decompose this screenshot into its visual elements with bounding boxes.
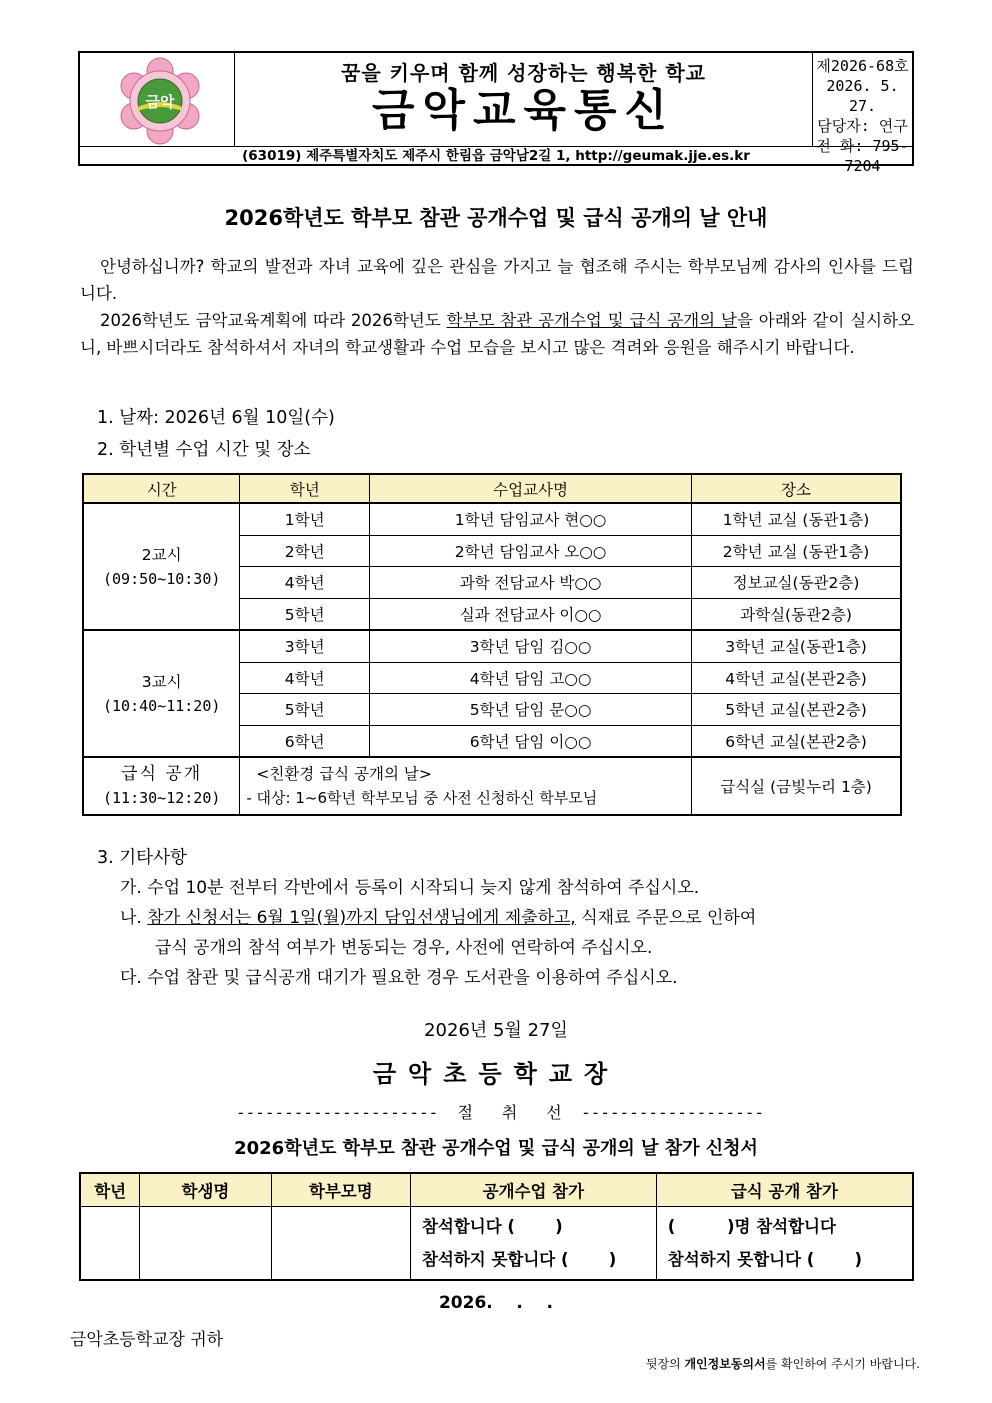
- cut-line: --------------------- 절 취 선 -------------------: [235, 1103, 764, 1122]
- teacher-cell: 5학년 담임 문○○: [370, 694, 692, 726]
- period-label: 3교시: [141, 672, 182, 691]
- person-in-charge: 담당자: 연구: [817, 117, 908, 135]
- section-etc: 3. 기타사항: [97, 848, 187, 868]
- section-schedule: 2. 학년별 수업 시간 및 장소: [97, 440, 311, 460]
- place-cell: 정보교실(동관2층): [692, 567, 901, 599]
- period-cell: [83, 630, 240, 757]
- teacher-cell: 2학년 담임교사 오○○: [370, 535, 692, 567]
- table-header-row: [83, 474, 901, 503]
- etc-item-b: [120, 903, 920, 933]
- form-recipient: 금악초등학교장 귀하: [70, 1330, 224, 1350]
- grade-input-cell[interactable]: [80, 1207, 140, 1281]
- teacher-cell: 6학년 담임 이○○: [370, 725, 692, 757]
- newsletter-title: 금악교육통신: [371, 85, 676, 136]
- grade-cell: 1학년: [240, 503, 370, 535]
- col-header-time: 시간: [83, 474, 240, 503]
- newsletter-header: [78, 51, 914, 175]
- application-form-table: [79, 1172, 914, 1281]
- privacy-note: [560, 1355, 920, 1372]
- col-header-grade: 학년: [240, 474, 370, 503]
- intro-paragraph-1: 안녕하십니까? 학교의 발전과 자녀 교육에 깊은 관심을 가지고 늘 협조해 주시는 학부모님께 감사의 인사를 드립니다.: [80, 257, 914, 303]
- place-cell: 5학년 교실(본관2층): [692, 694, 901, 726]
- meal-time-cell: [83, 757, 240, 815]
- meal-label: 급식 공개: [121, 764, 203, 784]
- place-cell: 4학년 교실(본관2층): [692, 662, 901, 694]
- form-col-class: 공개수업 참가: [410, 1173, 656, 1207]
- grade-cell: 4학년: [240, 567, 370, 599]
- etc-text: 수업 10분 전부터 각반에서 등록이 시작되니 늦지 않게 참석하여 주십시오.: [147, 878, 700, 898]
- place-cell: 1학년 교실 (동관1층): [692, 503, 901, 535]
- meal-range: (11:30~12:20): [102, 789, 221, 807]
- form-col-meal: 급식 공개 참가: [656, 1173, 913, 1207]
- etc-text: 수업 참관 및 급식공개 대기가 필요한 경우 도서관을 이용하여 주십시오.: [147, 968, 678, 988]
- teacher-cell: 3학년 담임 김○○: [370, 630, 692, 662]
- place-cell: 6학년 교실(본관2층): [692, 725, 901, 757]
- meal-row: [83, 757, 901, 815]
- meal-attend-option[interactable]: ( )명 참석합니다: [667, 1217, 836, 1236]
- meal-desc-target: - 대상: 1~6학년 학부모님 중 사전 신청하신 학부모님: [246, 789, 598, 807]
- grade-cell: 5학년: [240, 694, 370, 726]
- student-name-input-cell[interactable]: [140, 1207, 271, 1281]
- header-title-cell: [235, 53, 813, 146]
- meal-place-cell: 급식실 (금빛누리 1층): [692, 757, 901, 815]
- col-header-teacher: 수업교사명: [370, 474, 692, 503]
- meal-absent-option[interactable]: 참석하지 못합니다 ( ): [667, 1250, 863, 1269]
- school-address: (63019) 제주특별자치도 제주시 한림읍 금악남2길 1, http://geumak.jje.es.kr: [80, 146, 912, 164]
- col-header-place: 장소: [692, 474, 901, 503]
- place-cell: 3학년 교실(동관1층): [692, 630, 901, 662]
- grade-cell: 3학년: [240, 630, 370, 662]
- class-attend-option[interactable]: 참석합니다 ( ): [421, 1217, 563, 1236]
- form-col-grade: 학년: [80, 1173, 140, 1207]
- form-input-row: [80, 1207, 913, 1281]
- meal-desc-title: <친환경 급식 공개의 날>: [256, 765, 432, 783]
- intro-paragraph-2: [80, 307, 914, 361]
- issue-number: 제2026-68호: [816, 57, 909, 75]
- intro-p2-pre: 2026학년도 금악교육계획에 따라 2026학년도: [100, 311, 447, 330]
- etc-item-c: [120, 963, 920, 993]
- logo-text: 금악: [145, 93, 175, 111]
- class-absent-option[interactable]: 참석하지 못합니다 ( ): [421, 1250, 617, 1269]
- period-range: (09:50~10:30): [102, 569, 221, 588]
- section-date: 1. 날짜: 2026년 6월 10일(수): [97, 408, 335, 428]
- class-attendance-cell[interactable]: [410, 1207, 656, 1281]
- teacher-cell: 과학 전담교사 박○○: [370, 567, 692, 599]
- note-post: 를 확인하여 주시기 바랍니다.: [765, 1357, 920, 1371]
- parent-name-input-cell[interactable]: [271, 1207, 410, 1281]
- etc-marker: 나.: [120, 908, 142, 928]
- intro-p2-post: 을 아래와 같이 실시하오니, 바쁘시더라도 참석하셔서 자녀의 학교생활과 수업 모습을 보시고 많은 격려와 응원을 해주시기 바랍니다.: [80, 311, 914, 357]
- etc-text-underline: 참가 신청서는 6월 1일(월)까지 담임선생님에게 제출하고,: [147, 908, 576, 928]
- place-cell: 과학실(동관2층): [692, 598, 901, 630]
- note-bold: 개인정보동의서: [684, 1357, 766, 1371]
- etc-item-b-line2: 급식 공개의 참석 여부가 변동되는 경우, 사전에 연락하여 주십시오.: [155, 938, 653, 958]
- place-cell: 2학년 교실 (동관1층): [692, 535, 901, 567]
- signature-date: 2026년 5월 27일: [424, 1020, 568, 1041]
- table-row: [83, 503, 901, 535]
- form-header-row: [80, 1173, 913, 1207]
- teacher-cell: 실과 전담교사 이○○: [370, 598, 692, 630]
- school-logo-cell: [80, 53, 235, 146]
- issue-info: [813, 53, 912, 175]
- teacher-cell: 4학년 담임 고○○: [370, 662, 692, 694]
- meal-attendance-cell[interactable]: [656, 1207, 913, 1281]
- form-title: 2026학년도 학부모 참관 공개수업 및 급식 공개의 날 참가 신청서: [234, 1138, 758, 1159]
- principal-name: 금악초등학교장: [372, 1060, 620, 1088]
- form-col-student: 학생명: [140, 1173, 271, 1207]
- grade-cell: 6학년: [240, 725, 370, 757]
- teacher-cell: 1학년 담임교사 현○○: [370, 503, 692, 535]
- note-pre: 뒷장의: [645, 1357, 685, 1371]
- etc-text: 식재료 주문으로 인하여: [575, 908, 757, 928]
- intro-p2-underline: 학부모 참관 공개수업 및 급식 공개의 날: [446, 311, 737, 330]
- etc-marker: 다.: [120, 968, 142, 988]
- document-title: 2026학년도 학부모 참관 공개수업 및 급식 공개의 날 안내: [224, 206, 768, 230]
- period-cell: [83, 503, 240, 630]
- table-row: [83, 630, 901, 662]
- period-range: (10:40~11:20): [102, 696, 221, 715]
- form-col-parent: 학부모명: [271, 1173, 410, 1207]
- phone-number: 전 화: 795-7204: [816, 137, 909, 175]
- etc-marker: 가.: [120, 878, 142, 898]
- form-date: 2026. . .: [438, 1293, 554, 1313]
- meal-desc-cell: [240, 757, 692, 815]
- schedule-table: [82, 473, 902, 816]
- grade-cell: 5학년: [240, 598, 370, 630]
- grade-cell: 4학년: [240, 662, 370, 694]
- etc-item-a: [120, 873, 920, 903]
- school-slogan: 꿈을 키우며 함께 성장하는 행복한 학교: [341, 61, 706, 85]
- issue-date: 2026. 5. 27.: [826, 77, 899, 115]
- grade-cell: 2학년: [240, 535, 370, 567]
- period-label: 2교시: [141, 545, 182, 564]
